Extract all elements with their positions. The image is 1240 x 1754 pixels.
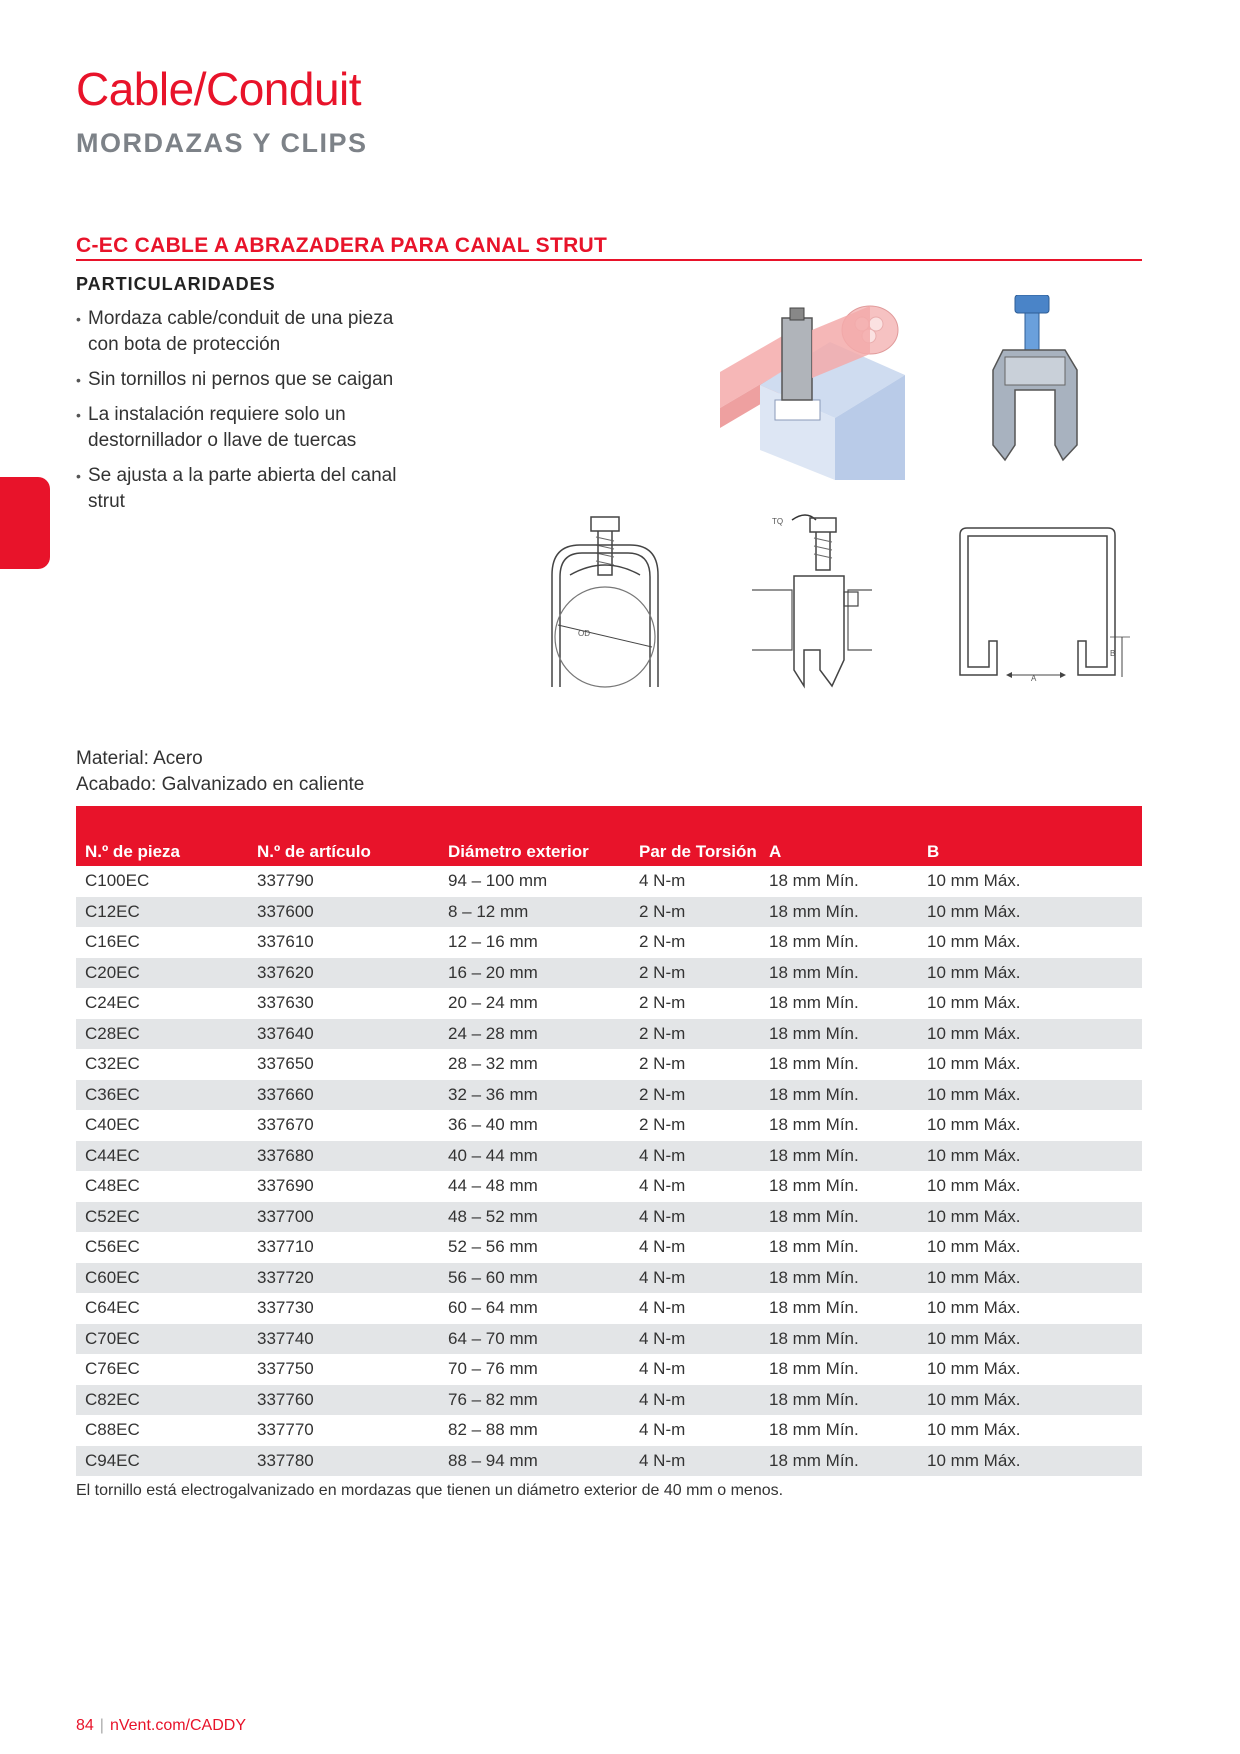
dimension-a-label: A: [1031, 674, 1037, 683]
feature-item: • Se ajusta a la parte abierta del canal strut: [76, 463, 416, 515]
cell-a: 18 mm Mín.: [760, 1019, 918, 1050]
page-subtitle: MORDAZAS Y CLIPS: [76, 128, 368, 158]
cell-b: 10 mm Máx.: [927, 871, 1021, 891]
cell-article-number: 337700: [248, 1202, 439, 1233]
cell-torque: 2 N-m: [630, 958, 760, 989]
cell-a: 18 mm Mín.: [760, 958, 918, 989]
cell-a: 18 mm Mín.: [760, 1202, 918, 1233]
header-outer-diameter: Diámetro exterior: [439, 806, 630, 866]
cell-b: 10 mm Máx.: [918, 897, 1142, 928]
header-a: A: [760, 806, 918, 866]
cell-article-number: 337780: [248, 1446, 439, 1477]
cell-article-number: 337720: [248, 1263, 439, 1294]
cell-b: 10 mm Máx.: [918, 1202, 1142, 1233]
cell-article-number: 337600: [248, 897, 439, 928]
cell-a: 18 mm Mín.: [760, 1080, 918, 1111]
cell-article-number: 337610: [257, 932, 314, 952]
cell-outer-diameter: 88 – 94 mm: [439, 1446, 630, 1477]
cell-outer-diameter: 56 – 60 mm: [439, 1263, 630, 1294]
header-torque: Par de Torsión: [630, 806, 760, 866]
header-part-number: N.º de pieza: [76, 806, 248, 866]
table-row: [76, 1019, 1142, 1050]
header-article-number: N.º de artículo: [248, 806, 439, 866]
cell-a: 18 mm Mín.: [769, 871, 859, 891]
cell-a: 18 mm Mín.: [769, 1359, 859, 1379]
cell-outer-diameter: 32 – 36 mm: [439, 1080, 630, 1111]
cell-article-number: 337730: [257, 1298, 314, 1318]
cell-torque: 4 N-m: [639, 1176, 686, 1196]
material-line: Material: Acero: [76, 748, 203, 769]
footnote: El tornillo está electrogalvanizado en mordazas que tienen un diámetro exterior de 40 mm o menos.: [76, 1482, 784, 1499]
cell-b: 10 mm Máx.: [918, 1080, 1142, 1111]
cell-part-number: C82EC: [76, 1385, 248, 1416]
cell-outer-diameter: 20 – 24 mm: [448, 993, 538, 1013]
footer-separator: |: [99, 1717, 104, 1734]
cell-part-number: C52EC: [76, 1202, 248, 1233]
cell-outer-diameter: 40 – 44 mm: [439, 1141, 630, 1172]
cell-article-number: 337670: [257, 1115, 314, 1135]
cell-b: 10 mm Máx.: [927, 1237, 1021, 1257]
cell-a: 18 mm Mín.: [769, 932, 859, 952]
cell-outer-diameter: 44 – 48 mm: [448, 1176, 538, 1196]
cell-b: 10 mm Máx.: [927, 1115, 1021, 1135]
cell-a: 18 mm Mín.: [760, 1141, 918, 1172]
cell-outer-diameter: 8 – 12 mm: [439, 897, 630, 928]
page-footer: [76, 1717, 246, 1735]
cell-outer-diameter: 48 – 52 mm: [439, 1202, 630, 1233]
cell-torque: 2 N-m: [639, 932, 686, 952]
table-row: [76, 1293, 1142, 1324]
table-header-row: [76, 806, 1142, 866]
cell-article-number: 337660: [248, 1080, 439, 1111]
cell-torque: 4 N-m: [630, 1141, 760, 1172]
cell-article-number: 337650: [257, 1054, 314, 1074]
features-list: [76, 306, 416, 524]
table-row: [76, 1080, 1142, 1111]
table-row: [76, 1110, 1142, 1141]
cell-b: 10 mm Máx.: [927, 932, 1021, 952]
installation-illustration: [720, 300, 905, 480]
cell-outer-diameter: 28 – 32 mm: [448, 1054, 538, 1074]
cell-a: 18 mm Mín.: [760, 1446, 918, 1477]
cell-article-number: 337630: [257, 993, 314, 1013]
material-info: [76, 746, 364, 798]
cell-a: 18 mm Mín.: [769, 1420, 859, 1440]
feature-item: • Sin tornillos ni pernos que se caigan: [76, 367, 416, 393]
footer-website: nVent.com/CADDY: [109, 1717, 247, 1734]
table-row: [76, 1354, 1142, 1385]
cell-article-number: 337760: [248, 1385, 439, 1416]
product-photo: [985, 295, 1105, 465]
cell-part-number: C88EC: [85, 1420, 140, 1440]
cell-outer-diameter: 16 – 20 mm: [439, 958, 630, 989]
cell-part-number: C100EC: [85, 871, 150, 891]
cell-a: 18 mm Mín.: [760, 1263, 918, 1294]
cell-part-number: C76EC: [85, 1359, 140, 1379]
cell-b: 10 mm Máx.: [918, 958, 1142, 989]
cell-outer-diameter: 76 – 82 mm: [439, 1385, 630, 1416]
cell-part-number: C48EC: [85, 1176, 140, 1196]
cell-part-number: C44EC: [76, 1141, 248, 1172]
cell-a: 18 mm Mín.: [769, 1176, 859, 1196]
cell-torque: 4 N-m: [639, 871, 686, 891]
finish-line: Acabado: Galvanizado en caliente: [76, 774, 365, 795]
cell-article-number: 337790: [257, 871, 314, 891]
od-drawing: [540, 515, 670, 695]
dimension-b-label: B: [1110, 649, 1116, 658]
cell-part-number: C60EC: [76, 1263, 248, 1294]
cell-torque: 2 N-m: [630, 1080, 760, 1111]
cell-b: 10 mm Máx.: [927, 1054, 1021, 1074]
table-row: [76, 1232, 1142, 1263]
cell-outer-diameter: 52 – 56 mm: [448, 1237, 538, 1257]
cell-a: 18 mm Mín.: [769, 1115, 859, 1135]
cell-torque: 4 N-m: [639, 1237, 686, 1257]
page-number: 84: [76, 1717, 94, 1734]
table-row: [76, 1263, 1142, 1294]
cell-b: 10 mm Máx.: [927, 1359, 1021, 1379]
cell-torque: 2 N-m: [630, 1019, 760, 1050]
cell-outer-diameter: 12 – 16 mm: [448, 932, 538, 952]
cell-article-number: 337680: [248, 1141, 439, 1172]
cell-b: 10 mm Máx.: [927, 1176, 1021, 1196]
cell-a: 18 mm Mín.: [769, 1054, 859, 1074]
table-row: [76, 866, 1142, 897]
cell-article-number: 337690: [257, 1176, 314, 1196]
cell-part-number: C56EC: [85, 1237, 140, 1257]
table-row: [76, 927, 1142, 958]
features-title: PARTICULARIDADES: [76, 274, 276, 294]
table-row: [76, 1171, 1142, 1202]
strut-profile-drawing: [950, 525, 1130, 695]
section-divider: [76, 259, 1142, 261]
cell-part-number: C40EC: [85, 1115, 140, 1135]
cell-b: 10 mm Máx.: [918, 1141, 1142, 1172]
cell-article-number: 337640: [248, 1019, 439, 1050]
cell-b: 10 mm Máx.: [927, 1420, 1021, 1440]
cell-torque: 4 N-m: [639, 1420, 686, 1440]
spec-table: [76, 806, 1142, 1476]
cell-b: 10 mm Máx.: [918, 1019, 1142, 1050]
cell-torque: 4 N-m: [639, 1298, 686, 1318]
cell-a: 18 mm Mín.: [769, 1237, 859, 1257]
feature-item: • La instalación requiere solo un destornillador o llave de tuercas: [76, 402, 416, 454]
cell-article-number: 337740: [248, 1324, 439, 1355]
cell-torque: 4 N-m: [630, 1446, 760, 1477]
cell-outer-diameter: 82 – 88 mm: [448, 1420, 538, 1440]
table-row: [76, 958, 1142, 989]
cell-torque: 2 N-m: [639, 993, 686, 1013]
table-row: [76, 1324, 1142, 1355]
cell-b: 10 mm Máx.: [918, 1385, 1142, 1416]
cell-outer-diameter: 60 – 64 mm: [448, 1298, 538, 1318]
cell-part-number: C70EC: [76, 1324, 248, 1355]
cell-part-number: C16EC: [85, 932, 140, 952]
chapter-tab: [0, 477, 50, 569]
cell-part-number: C32EC: [85, 1054, 140, 1074]
cell-part-number: C64EC: [85, 1298, 140, 1318]
cell-article-number: 337710: [257, 1237, 314, 1257]
cell-torque: 4 N-m: [630, 1324, 760, 1355]
page-title: Cable/Conduit: [76, 63, 362, 115]
tq-label: TQ: [772, 517, 784, 526]
header-b: B: [918, 806, 1142, 866]
cell-article-number: 337750: [257, 1359, 314, 1379]
cell-a: 18 mm Mín.: [769, 993, 859, 1013]
cell-b: 10 mm Máx.: [918, 1324, 1142, 1355]
cell-part-number: C28EC: [76, 1019, 248, 1050]
od-label: OD: [578, 629, 590, 638]
cell-part-number: C12EC: [76, 897, 248, 928]
cell-b: 10 mm Máx.: [927, 1298, 1021, 1318]
cell-a: 18 mm Mín.: [769, 1298, 859, 1318]
cell-part-number: C24EC: [85, 993, 140, 1013]
cell-part-number: C36EC: [76, 1080, 248, 1111]
cell-a: 18 mm Mín.: [760, 897, 918, 928]
cell-torque: 2 N-m: [639, 1115, 686, 1135]
table-row: [76, 897, 1142, 928]
cell-b: 10 mm Máx.: [927, 993, 1021, 1013]
cell-article-number: 337770: [257, 1420, 314, 1440]
cell-b: 10 mm Máx.: [918, 1263, 1142, 1294]
tq-drawing: [752, 510, 872, 700]
cell-article-number: 337620: [248, 958, 439, 989]
cell-torque: 4 N-m: [630, 1263, 760, 1294]
cell-a: 18 mm Mín.: [760, 1385, 918, 1416]
cell-part-number: C94EC: [76, 1446, 248, 1477]
cell-outer-diameter: 24 – 28 mm: [439, 1019, 630, 1050]
table-row: [76, 1415, 1142, 1446]
cell-b: 10 mm Máx.: [918, 1446, 1142, 1477]
cell-outer-diameter: 70 – 76 mm: [448, 1359, 538, 1379]
table-row: [76, 1141, 1142, 1172]
table-row: [76, 1049, 1142, 1080]
cell-outer-diameter: 64 – 70 mm: [439, 1324, 630, 1355]
table-row: [76, 1385, 1142, 1416]
table-row: [76, 988, 1142, 1019]
cell-part-number: C20EC: [76, 958, 248, 989]
cell-torque: 4 N-m: [630, 1202, 760, 1233]
cell-a: 18 mm Mín.: [760, 1324, 918, 1355]
cell-torque: 4 N-m: [630, 1385, 760, 1416]
cell-torque: 2 N-m: [639, 1054, 686, 1074]
cell-torque: 2 N-m: [630, 897, 760, 928]
cell-outer-diameter: 94 – 100 mm: [448, 871, 548, 891]
table-row: [76, 1446, 1142, 1477]
cell-outer-diameter: 36 – 40 mm: [448, 1115, 538, 1135]
section-title: C-EC CABLE A ABRAZADERA PARA CANAL STRUT: [76, 234, 608, 257]
table-row: [76, 1202, 1142, 1233]
cell-torque: 4 N-m: [639, 1359, 686, 1379]
feature-item: • Mordaza cable/conduit de una pieza con bota de protección: [76, 306, 416, 358]
